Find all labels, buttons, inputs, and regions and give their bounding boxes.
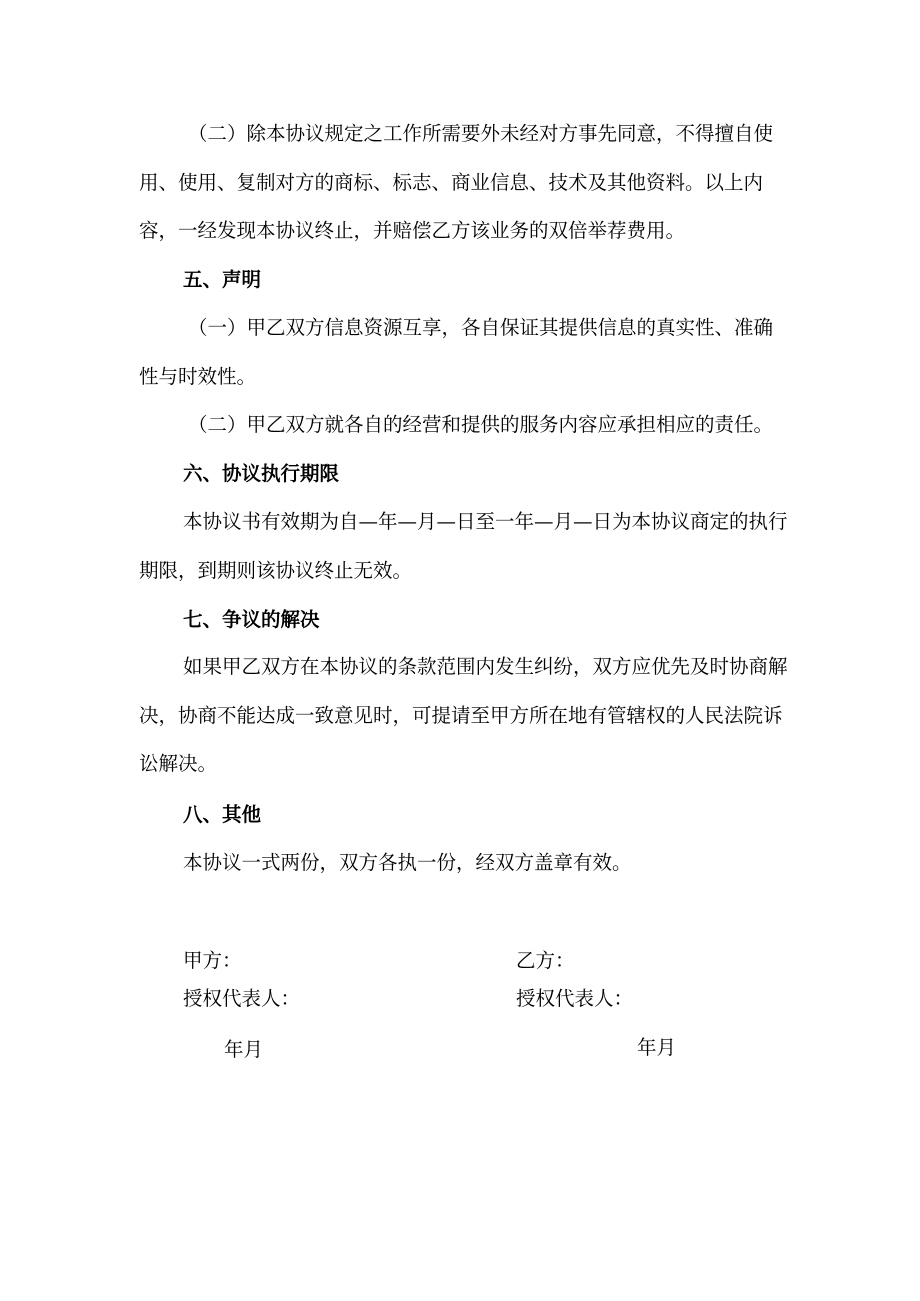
clause-5-2: （二）甲乙双方就各自的经营和提供的服务内容应承担相应的责任。 — [188, 413, 774, 436]
section-6-text: 本协议书有效期为自—年—月—日至一年—月—日为本协议商定的执行期限，到期则该协议终止无效。 — [139, 510, 788, 582]
party-b-date: 年月 — [637, 1036, 677, 1059]
section-8-text: 本协议一式两份，双方各执一份，经双方盖章有效。 — [183, 851, 632, 874]
party-b-representative: 授权代表人： — [516, 987, 634, 1010]
section-8-title: 八、其他 — [183, 803, 262, 826]
party-b-label: 乙方： — [516, 949, 575, 972]
party-a-representative: 授权代表人： — [183, 987, 301, 1010]
party-a-date: 年月 — [224, 1038, 264, 1061]
clause-4-2: （二）除本协议规定之工作所需要外未经对方事先同意，不得擅自使用、使用、复制对方的商标、标志、商业信息、技术及其他资料。以上内容，一经发现本协议终止，并赔偿乙方该业务的双倍举荐费用。 — [139, 122, 774, 242]
section-5-title: 五、声明 — [183, 268, 262, 291]
section-7-title: 七、争议的解决 — [183, 608, 320, 631]
section-6-title: 六、协议执行期限 — [183, 462, 340, 485]
section-7-text: 如果甲乙双方在本协议的条款范围内发生纠纷，双方应优先及时协商解决，协商不能达成一致意见时，可提请至甲方所在地有管辖权的人民法院诉讼解决。 — [139, 655, 788, 775]
party-a-label: 甲方： — [183, 949, 242, 972]
clause-5-1: （一）甲乙双方信息资源互享，各自保证其提供信息的真实性、准确性与时效性。 — [139, 316, 774, 388]
